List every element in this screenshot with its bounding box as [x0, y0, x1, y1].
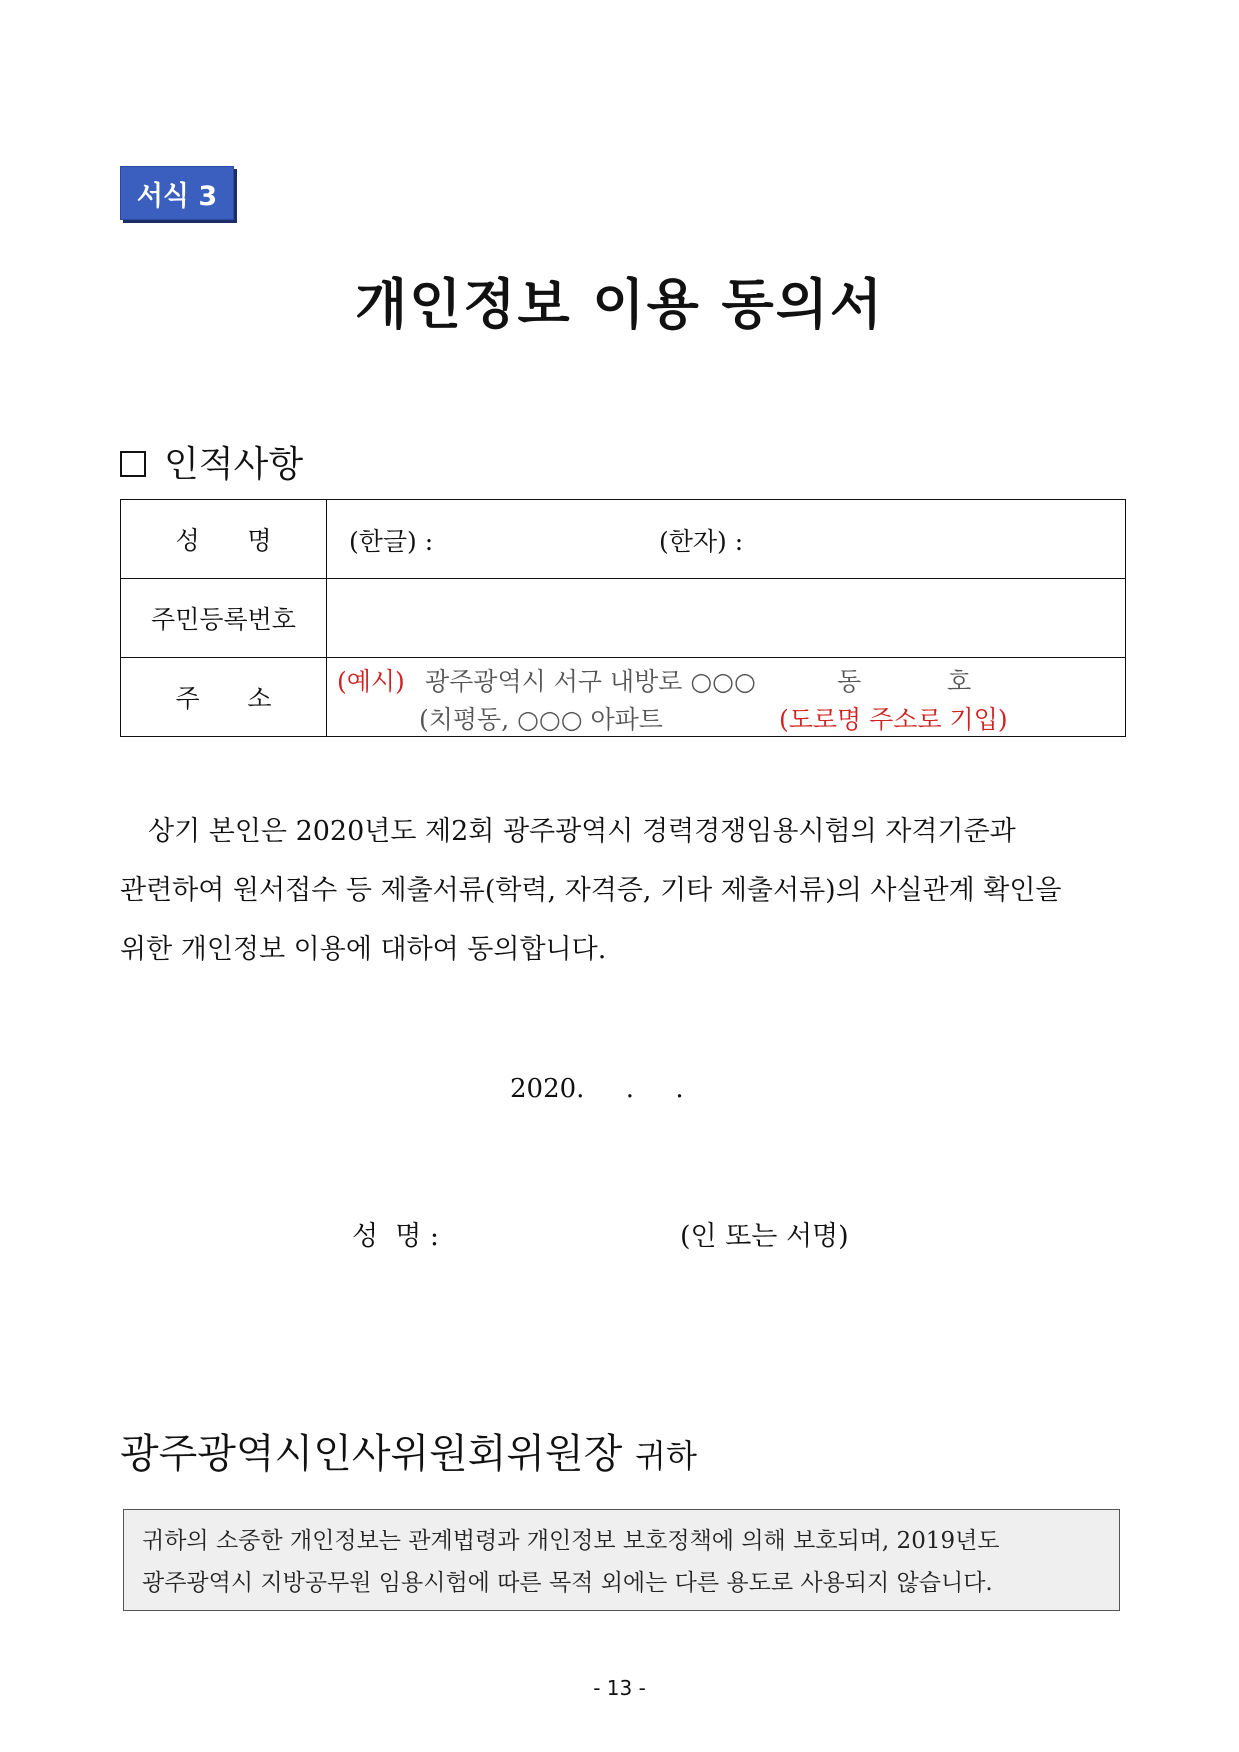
addressee [120, 1422, 697, 1479]
rrn-label: 주민등록번호 [121, 579, 327, 658]
consent-paragraph [120, 802, 1126, 979]
name-field[interactable] [327, 500, 1126, 579]
notice-line-1: 귀하의 소중한 개인정보는 관계법령과 개인정보 보호정책에 의해 보호되며, 2019년도 [142, 1528, 1000, 1554]
document-title: 개인정보 이용 동의서 [354, 273, 885, 336]
personal-info-table [120, 499, 1126, 737]
section-heading [120, 436, 303, 487]
address-example-prefix: (예시) [337, 667, 405, 696]
consent-line-2: 관련하여 원서접수 등 제출서류(학력, 자격증, 기타 제출서류)의 사실관계 확인을 [120, 875, 1062, 906]
address-label: 주 소 [121, 658, 327, 737]
address-example-line1: 광주광역시 서구 내방로 ○○○ [425, 667, 756, 696]
page-number: - 13 - [593, 1676, 646, 1700]
seal-note: (인 또는 서명) [680, 1221, 849, 1252]
address-dong: 동 [837, 667, 862, 696]
name-korean-label: (한글) : [349, 527, 434, 556]
form-number-badge: 서식 3 [120, 166, 234, 220]
signature-label: 성 명 : [352, 1221, 440, 1252]
table-row-rrn [121, 579, 1126, 658]
addressee-suffix: 귀하 [635, 1437, 697, 1475]
privacy-notice-box [123, 1509, 1120, 1611]
consent-line-3: 위한 개인정보 이용에 대하여 동의합니다. [120, 934, 607, 965]
table-row-name [121, 500, 1126, 579]
address-ho: 호 [947, 667, 972, 696]
rrn-field[interactable] [327, 579, 1126, 658]
address-example-line2: (치평동, ○○○ 아파트 [419, 705, 663, 734]
address-field[interactable] [327, 658, 1126, 737]
table-row-address [121, 658, 1126, 737]
name-label: 성 명 [121, 500, 327, 579]
section-heading-text: 인적사항 [164, 444, 304, 485]
consent-line-1: 상기 본인은 2020년도 제2회 광주광역시 경력경쟁임용시험의 자격기준과 [148, 816, 1016, 847]
addressee-name: 광주광역시인사위원회위원장 [120, 1431, 623, 1477]
date-line: 2020. . . [510, 1074, 684, 1104]
checkbox-icon [120, 451, 146, 477]
name-hanja-label: (한자) : [659, 527, 744, 556]
notice-line-2: 광주광역시 지방공무원 임용시험에 따른 목적 외에는 다른 용도로 사용되지 않습니다. [142, 1570, 993, 1596]
address-note: (도로명 주소로 기입) [779, 705, 1008, 734]
